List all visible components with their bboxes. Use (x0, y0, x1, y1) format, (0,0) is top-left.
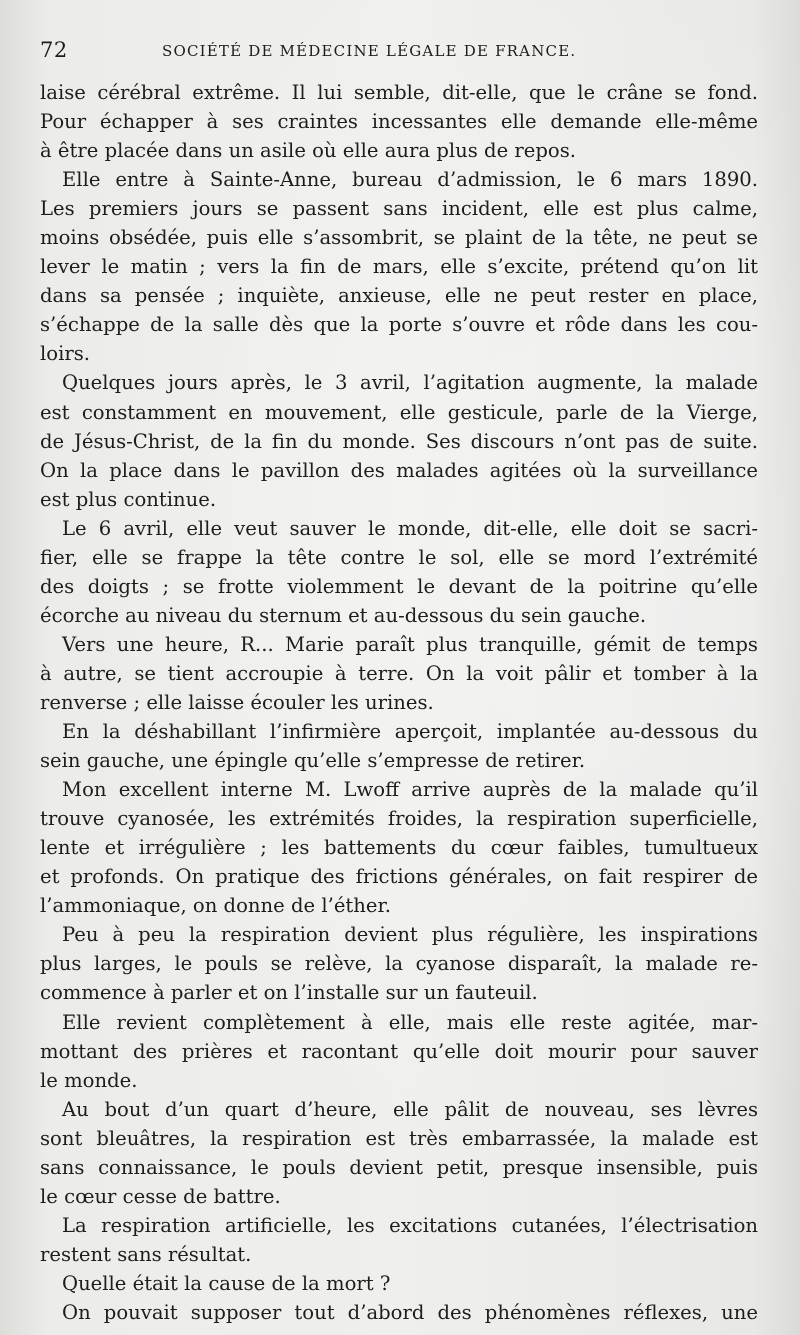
page-header (40, 38, 760, 68)
text-line: moins obsédée, puis elle s’assombrit, se plaint de la tête, ne peut se (40, 226, 758, 250)
text-line: plus larges, le pouls se relève, la cyanose disparaît, la malade re- (40, 952, 758, 976)
text-line: sont bleuâtres, la respiration est très embarrassée, la malade est (40, 1126, 758, 1150)
text-line: Mon excellent interne M. Lwoff arrive auprès de la malade qu’il (62, 778, 758, 802)
text-line: Quelques jours après, le 3 avril, l’agitation augmente, la malade (62, 371, 758, 395)
text-line: sein gauche, une épingle qu’elle s’empresse de retirer. (40, 749, 586, 773)
text-line: Elle revient complètement à elle, mais elle reste agitée, mar- (62, 1010, 758, 1034)
text-line: Pour échapper à ses craintes incessantes elle demande elle-même (40, 110, 758, 134)
text-line: lever le matin ; vers la fin de mars, elle s’excite, prétend qu’on lit (40, 255, 758, 279)
text-line: On pouvait supposer tout d’abord des phénomènes réflexes, une (62, 1300, 758, 1324)
text-line: est constamment en mouvement, elle gesticule, parle de la Vierge, (40, 400, 758, 424)
text-line: à autre, se tient accroupie à terre. On la voit pâlir et tomber à la (40, 661, 758, 685)
text-line: le cœur cesse de battre. (40, 1184, 281, 1208)
text-line: l’ammoniaque, on donne de l’éther. (40, 894, 391, 918)
text-line: et profonds. On pratique des frictions générales, on fait respirer de (40, 865, 758, 889)
text-line: Le 6 avril, elle veut sauver le monde, dit-elle, elle doit se sacri- (62, 516, 758, 540)
text-line: mottant des prières et racontant qu’elle doit mourir pour sauver (40, 1039, 758, 1063)
running-head: SOCIÉTÉ DE MÉDECINE LÉGALE DE FRANCE. (162, 42, 577, 60)
text-line: s’échappe de la salle dès que la porte s’ouvre et rôde dans les cou- (40, 313, 758, 337)
text-line: lente et irrégulière ; les battements du cœur faibles, tumultueux (40, 836, 758, 860)
text-line: de Jésus-Christ, de la fin du monde. Ses discours n’ont pas de suite. (40, 429, 758, 453)
text-line: Au bout d’un quart d’heure, elle pâlit de nouveau, ses lèvres (62, 1097, 758, 1121)
text-line: laise cérébral extrême. Il lui semble, dit-elle, que le crâne se fond. (40, 81, 758, 104)
text-line: Elle entre à Sainte-Anne, bureau d’admission, le 6 mars 1890. (62, 168, 758, 192)
text-line: trouve cyanosée, les extrémités froides, la respiration superficielle, (40, 807, 758, 831)
text-line: le monde. (40, 1068, 138, 1092)
text-line: restent sans résultat. (40, 1242, 252, 1266)
page-number: 72 (40, 38, 68, 62)
text-line: En la déshabillant l’infirmière aperçoit, implantée au-dessous du (62, 720, 758, 744)
text-line: à être placée dans un asile où elle aura plus de repos. (40, 139, 576, 163)
text-line: commence à parler et on l’installe sur un fauteuil. (40, 981, 538, 1005)
text-line: sans connaissance, le pouls devient petit, presque insensible, puis (40, 1155, 758, 1179)
text-line: loirs. (40, 342, 90, 366)
text-line: des doigts ; se frotte violemment le devant de la poitrine qu’elle (40, 574, 758, 598)
text-line: renverse ; elle laisse écouler les urines. (40, 690, 434, 714)
text-line: Peu à peu la respiration devient plus régulière, les inspirations (62, 923, 758, 947)
text-line: Vers une heure, R... Marie paraît plus tranquille, gémit de temps (62, 632, 758, 656)
text-line: fier, elle se frappe la tête contre le sol, elle se mord l’extrémité (40, 545, 758, 569)
body-text (40, 78, 758, 1327)
text-line: est plus continue. (40, 487, 217, 511)
text-line: Quelle était la cause de la mort ? (62, 1271, 391, 1295)
text-line: Les premiers jours se passent sans incident, elle est plus calme, (40, 197, 758, 221)
text-line: écorche au niveau du sternum et au-dessous du sein gauche. (40, 603, 647, 627)
text-line: On la place dans le pavillon des malades agitées où la surveillance (40, 458, 758, 482)
text-line: La respiration artificielle, les excitations cutanées, l’électrisation (62, 1213, 758, 1237)
text-line: dans sa pensée ; inquiète, anxieuse, elle ne peut rester en place, (40, 284, 758, 308)
